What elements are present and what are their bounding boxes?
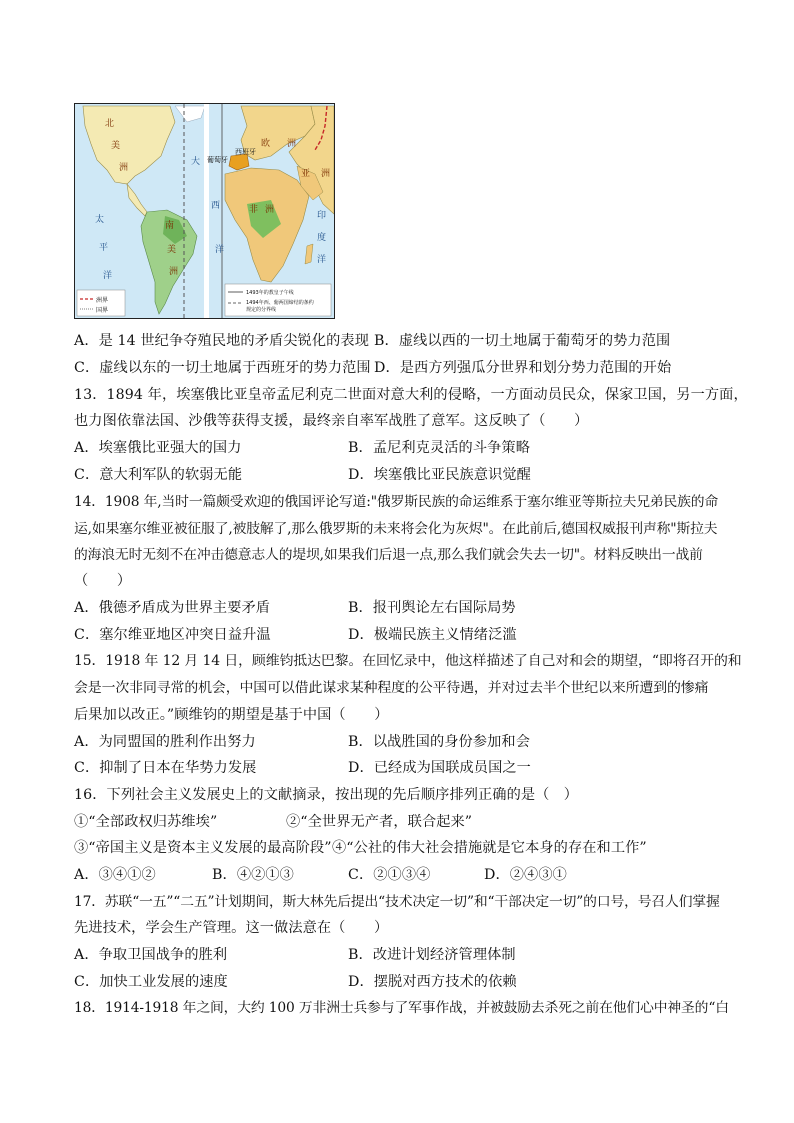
q18-stem-line-1: 18．1914-1918 年之间，大约 100 万非洲士兵参与了军事作战，并被鼓励去杀死之前在他们心中神圣的“白	[74, 1000, 729, 1016]
legend-national-border: 国界	[96, 307, 109, 314]
label-africa-2: 洲	[265, 205, 275, 215]
legend-treaty-line-2: 规定的分界线	[246, 307, 277, 313]
q17-stem-line-1: 17．苏联“一五”“二五”计划期间，斯大林先后提出“技术决定一切”和“干部决定一切”的口号，号召人们掌握	[74, 894, 720, 910]
q14-stem-line-1: 14．1908 年,当时一篇颇受欢迎的俄国评论写道:"俄罗斯民族的命运维系于塞尔维亚等斯拉夫兄弟民族的命	[74, 494, 719, 510]
label-atlantic-1: 大	[191, 157, 201, 167]
q17-option-d[interactable]: D．摆脱对西方技术的依赖	[348, 974, 517, 990]
label-america-1: 美	[111, 141, 121, 151]
q13-stem-line-2: 也力图依靠法国、沙俄等获得支援，最终亲自率军战胜了意军。这反映了（ ）	[74, 413, 589, 429]
q15-option-b[interactable]: B．以战胜国的身份参加和会	[348, 734, 530, 750]
q15-option-c[interactable]: C．抑制了日本在华势力发展	[74, 760, 257, 776]
q15-stem-line-3: 后果加以改正。”顾维钧的期望是基于中国（ ）	[74, 707, 389, 723]
legend-papal-line: 1493年的教皇子午线	[246, 290, 294, 296]
q15-stem-line-2: 会是一次非同寻常的机会，中国可以借此谋求某种程度的公平待遇，并对过去半个世纪以来所遭到的惨痛	[74, 680, 709, 696]
q13-option-b[interactable]: B．孟尼利克灵活的斗争策略	[348, 440, 530, 456]
label-pacific-1: 太	[95, 215, 105, 225]
q16-option-b[interactable]: B．④②①③	[212, 867, 294, 883]
q14-option-a[interactable]: A．俄德矛盾成为世界主要矛盾	[74, 600, 271, 616]
q15-option-d[interactable]: D．已经成为国联成员国之一	[348, 760, 531, 776]
q14-stem-line-2: 运,如果塞尔维亚被征服了,被肢解了,那么俄罗斯的未来将会化为灰烬"。在此前后,德国权威报刊声称"斯拉夫	[74, 521, 718, 537]
label-asia-1: 亚	[301, 169, 311, 179]
q12-option-b[interactable]: B．虚线以西的一切土地属于葡萄牙的势力范围	[374, 333, 671, 349]
label-south: 南	[165, 221, 175, 231]
legend-treaty-line: 1494年西、葡两国缔结的条约	[246, 300, 314, 306]
label-indian-3: 洋	[317, 255, 327, 265]
label-atlantic-3: 洋	[215, 245, 225, 255]
q16-item-1: ①“全部政权归苏维埃”	[74, 814, 218, 830]
q12-option-c[interactable]: C．虚线以东的一切土地属于西班牙的势力范围	[74, 360, 371, 376]
q13-option-c[interactable]: C．意大利军队的软弱无能	[74, 467, 243, 483]
label-asia-2: 洲	[321, 169, 331, 179]
q14-stem-line-4: （ ）	[74, 573, 132, 589]
q14-option-c[interactable]: C．塞尔维亚地区冲突日益升温	[74, 627, 271, 643]
world-map-svg	[75, 104, 334, 318]
q13-option-d[interactable]: D．埃塞俄比亚民族意识觉醒	[348, 467, 531, 483]
q16-item-4: ④“公社的伟大社会措施就是它本身的存在和工作”	[332, 840, 647, 856]
q12-option-d[interactable]: D．是西方列强瓜分世界和划分势力范围的开始	[374, 360, 672, 376]
q14-option-b[interactable]: B．报刊舆论左右国际局势	[348, 600, 516, 616]
q14-option-d[interactable]: D．极端民族主义情绪泛滥	[348, 627, 517, 643]
q16-item-3: ③“帝国主义是资本主义发展的最高阶段”	[74, 840, 332, 856]
q15-option-a[interactable]: A．为同盟国的胜利作出努力	[74, 734, 256, 750]
label-continent-1: 洲	[119, 163, 129, 173]
q17-stem-line-2: 先进技术，学会生产管理。这一做法意在（ ）	[74, 920, 389, 936]
q14-stem-line-3: 的海浪无时无刻不在冲击德意志人的堤坝,如果我们后退一点,那么我们就会失去一切"。材料反映出一战前	[74, 547, 703, 563]
label-pacific-2: 平	[99, 243, 109, 253]
label-atlantic-2: 西	[211, 201, 221, 211]
label-continent-2: 洲	[169, 267, 179, 277]
q17-option-c[interactable]: C．加快工业发展的速度	[74, 974, 228, 990]
label-pacific-3: 洋	[103, 271, 113, 281]
label-europe-2: 洲	[287, 139, 297, 149]
label-portugal: 葡萄牙	[207, 156, 228, 164]
label-america-2: 美	[167, 245, 177, 255]
legend-continent-border: 洲界	[96, 297, 109, 304]
q17-option-a[interactable]: A．争取卫国战争的胜利	[74, 947, 228, 963]
q12-option-a[interactable]: A．是 14 世纪争夺殖民地的矛盾尖锐化的表现	[74, 333, 369, 349]
q13-option-a[interactable]: A．埃塞俄比亚强大的国力	[74, 440, 242, 456]
q16-stem-line-1: 16．下列社会主义发展史上的文献摘录，按出现的先后顺序排列正确的是（ ）	[74, 787, 579, 803]
treaty-line-map	[74, 103, 335, 319]
q16-option-c[interactable]: C．②①③④	[348, 867, 431, 883]
label-africa-1: 非	[249, 205, 259, 215]
q16-item-2: ②“全世界无产者，联合起来”	[286, 814, 473, 830]
q16-option-d[interactable]: D．②④③①	[484, 867, 567, 883]
q16-option-a[interactable]: A．③④①②	[74, 867, 156, 883]
q17-option-b[interactable]: B．改进计划经济管理体制	[348, 947, 516, 963]
q13-stem-line-1: 13．1894 年，埃塞俄比亚皇帝孟尼利克二世面对意大利的侵略，一方面动员民众，保家卫国，另一方面，	[74, 387, 748, 403]
label-indian-2: 度	[317, 233, 327, 243]
label-indian-1: 印	[317, 211, 327, 221]
q15-stem-line-1: 15．1918 年 12 月 14 日，顾维钧抵达巴黎。在回忆录中，他这样描述了自己对和会的期望，“即将召开的和	[74, 653, 742, 669]
label-north: 北	[105, 119, 115, 129]
label-europe-1: 欧	[261, 139, 271, 149]
label-spain: 西班牙	[235, 148, 256, 156]
